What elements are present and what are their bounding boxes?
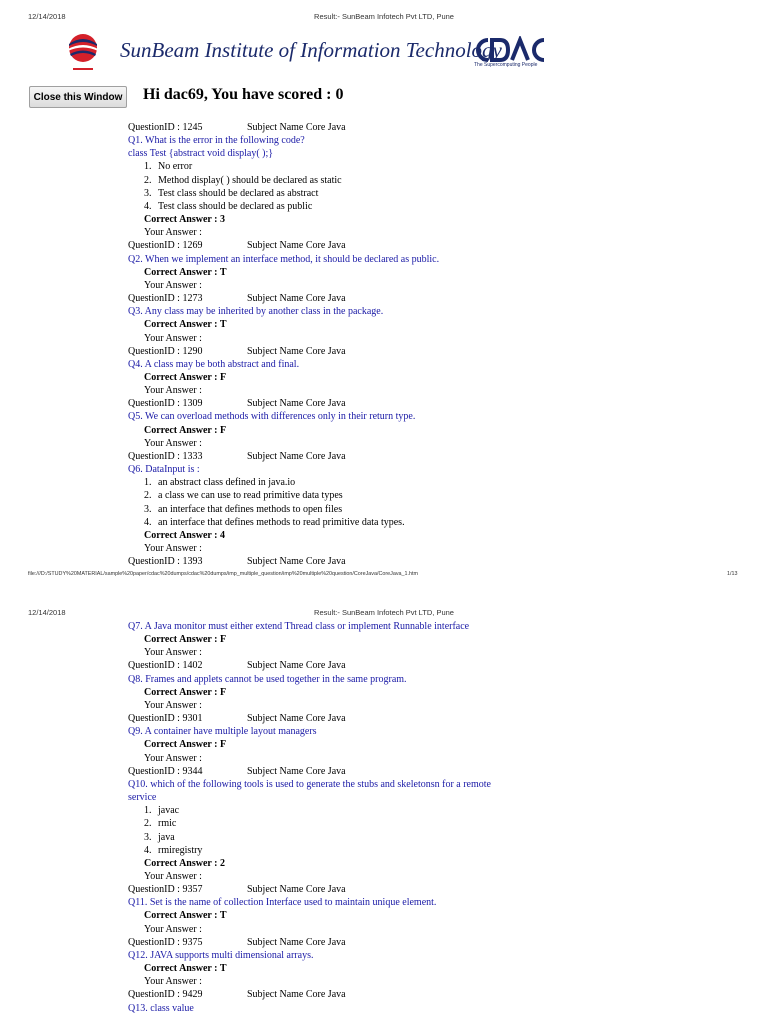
answer-option: 1. javac bbox=[144, 805, 180, 817]
your-answer: Your Answer : bbox=[144, 752, 202, 764]
answer-option: 1. an abstract class defined in java.io bbox=[144, 477, 296, 489]
sunbeam-logo-icon bbox=[64, 32, 102, 74]
file-path-link[interactable]: file:///D:/STUDY%20MATERIAL/sample%20paper/cdac%20dumps/cdac%20dumps/imp_multiple_question/imp%20multiple%20question/CoreJava/CoreJava_1.htm bbox=[28, 571, 419, 577]
question-text: Q13. class value bbox=[128, 1002, 194, 1014]
question-text: Q9. A container have multiple layout managers bbox=[128, 726, 317, 738]
page-number: 1/13 bbox=[727, 571, 738, 577]
your-answer: Your Answer : bbox=[144, 227, 202, 239]
your-answer: Your Answer : bbox=[144, 870, 202, 882]
print-title: Result:- SunBeam Infotech Pvt LTD, Pune bbox=[314, 12, 454, 21]
answer-option: 2. a class we can use to read primitive data types bbox=[144, 490, 343, 502]
correct-answer: Correct Answer : T bbox=[144, 963, 227, 975]
score-heading: Hi dac69, You have scored : 0 bbox=[143, 86, 344, 103]
print-date: 12/14/2018 bbox=[28, 608, 66, 617]
correct-answer: Correct Answer : 4 bbox=[144, 529, 225, 541]
question-meta: QuestionID : 9301 Subject Name Core Java bbox=[128, 713, 346, 725]
question-id: 1245 bbox=[182, 122, 203, 133]
question-text: Q11. Set is the name of collection Interface used to maintain unique element. bbox=[128, 897, 437, 909]
question-text: Q6. DataInput is : bbox=[128, 464, 200, 476]
answer-option: 4. Test class should be declared as public bbox=[144, 200, 313, 212]
question-text: Q8. Frames and applets cannot be used together in the same program. bbox=[128, 673, 407, 685]
question-text: Q10. which of the following tools is used to generate the stubs and skeletonsn for a remote service bbox=[128, 778, 491, 804]
answer-option: 3. an interface that defines methods to open files bbox=[144, 503, 343, 515]
correct-answer: Correct Answer : 3 bbox=[144, 214, 225, 226]
correct-answer: Correct Answer : F bbox=[144, 634, 227, 646]
your-answer: Your Answer : bbox=[144, 385, 202, 397]
question-meta: QuestionID : 9344 Subject Name Core Java bbox=[128, 765, 346, 777]
correct-answer: Correct Answer : F bbox=[144, 739, 227, 751]
question-meta: QuestionID : 1269 Subject Name Core Java bbox=[128, 240, 346, 252]
question-id-label: QuestionID : bbox=[128, 122, 180, 133]
cdac-tagline: The Supercomputing People bbox=[474, 62, 538, 68]
question-text: Q3. Any class may be inherited by another class in the package. bbox=[128, 306, 384, 318]
institute-name: SunBeam Institute of Information Technology bbox=[120, 38, 502, 62]
question-text: Q2. When we implement an interface method, it should be declared as public. bbox=[128, 253, 440, 265]
your-answer: Your Answer : bbox=[144, 543, 202, 554]
question-meta: QuestionID : 9375 Subject Name Core Java bbox=[128, 936, 346, 948]
question-meta: QuestionID : 1273 Subject Name Core Java bbox=[128, 293, 346, 305]
answer-option: 2. Method display( ) should be declared as static bbox=[144, 174, 342, 186]
your-answer: Your Answer : bbox=[144, 647, 202, 659]
question-meta: QuestionID : 1393 Subject Name Core Java bbox=[128, 556, 346, 568]
answer-option: 3. java bbox=[144, 831, 175, 843]
question-meta: QuestionID : 1309 Subject Name Core Java bbox=[128, 398, 346, 410]
answer-option: 2. rmic bbox=[144, 818, 177, 830]
question-text: Q4. A class may be both abstract and final. bbox=[128, 358, 300, 370]
question-text: Q1. What is the error in the following code? bbox=[128, 135, 305, 147]
correct-answer: Correct Answer : 2 bbox=[144, 857, 225, 869]
answer-option: 3. Test class should be declared as abstract bbox=[144, 187, 319, 199]
answer-option: 4. an interface that defines methods to read primitive data types. bbox=[144, 516, 405, 528]
your-answer: Your Answer : bbox=[144, 699, 202, 711]
your-answer: Your Answer : bbox=[144, 279, 202, 291]
question-list bbox=[128, 620, 508, 1015]
correct-answer: Correct Answer : T bbox=[144, 319, 227, 331]
question-meta: QuestionID : 1402 Subject Name Core Java bbox=[128, 660, 346, 672]
question-code: class Test {abstract void display( );} bbox=[128, 148, 274, 160]
correct-answer: Correct Answer : F bbox=[144, 371, 227, 383]
question-text: Q7. A Java monitor must either extend Thread class or implement Runnable interface bbox=[128, 621, 470, 632]
print-date: 12/14/2018 bbox=[28, 12, 66, 21]
your-answer: Your Answer : bbox=[144, 976, 202, 988]
correct-answer: Correct Answer : T bbox=[144, 910, 227, 922]
question-text: Q12. JAVA supports multi dimensional arrays. bbox=[128, 949, 314, 961]
question-text: Q5. We can overload methods with differences only in their return type. bbox=[128, 411, 416, 423]
answer-option: 1. No error bbox=[144, 161, 193, 173]
your-answer: Your Answer : bbox=[144, 332, 202, 344]
question-meta: QuestionID : 1333 Subject Name Core Java bbox=[128, 450, 346, 462]
page-2 bbox=[0, 598, 768, 1024]
close-window-button[interactable]: Close this Window bbox=[29, 86, 127, 108]
correct-answer: Correct Answer : F bbox=[144, 686, 227, 698]
correct-answer: Correct Answer : F bbox=[144, 424, 227, 436]
correct-answer: Correct Answer : T bbox=[144, 266, 227, 278]
question-meta bbox=[128, 121, 508, 134]
question-meta: QuestionID : 9429 Subject Name Core Java bbox=[128, 989, 346, 1001]
question-list bbox=[128, 121, 508, 568]
question-meta: QuestionID : 1290 Subject Name Core Java bbox=[128, 345, 346, 357]
question-meta: QuestionID : 9357 Subject Name Core Java bbox=[128, 884, 346, 896]
print-title: Result:- SunBeam Infotech Pvt LTD, Pune bbox=[314, 608, 454, 617]
your-answer: Your Answer : bbox=[144, 437, 202, 449]
answer-option: 4. rmiregistry bbox=[144, 844, 203, 856]
your-answer: Your Answer : bbox=[144, 923, 202, 935]
subject-name: Subject Name Core Java bbox=[247, 122, 346, 133]
